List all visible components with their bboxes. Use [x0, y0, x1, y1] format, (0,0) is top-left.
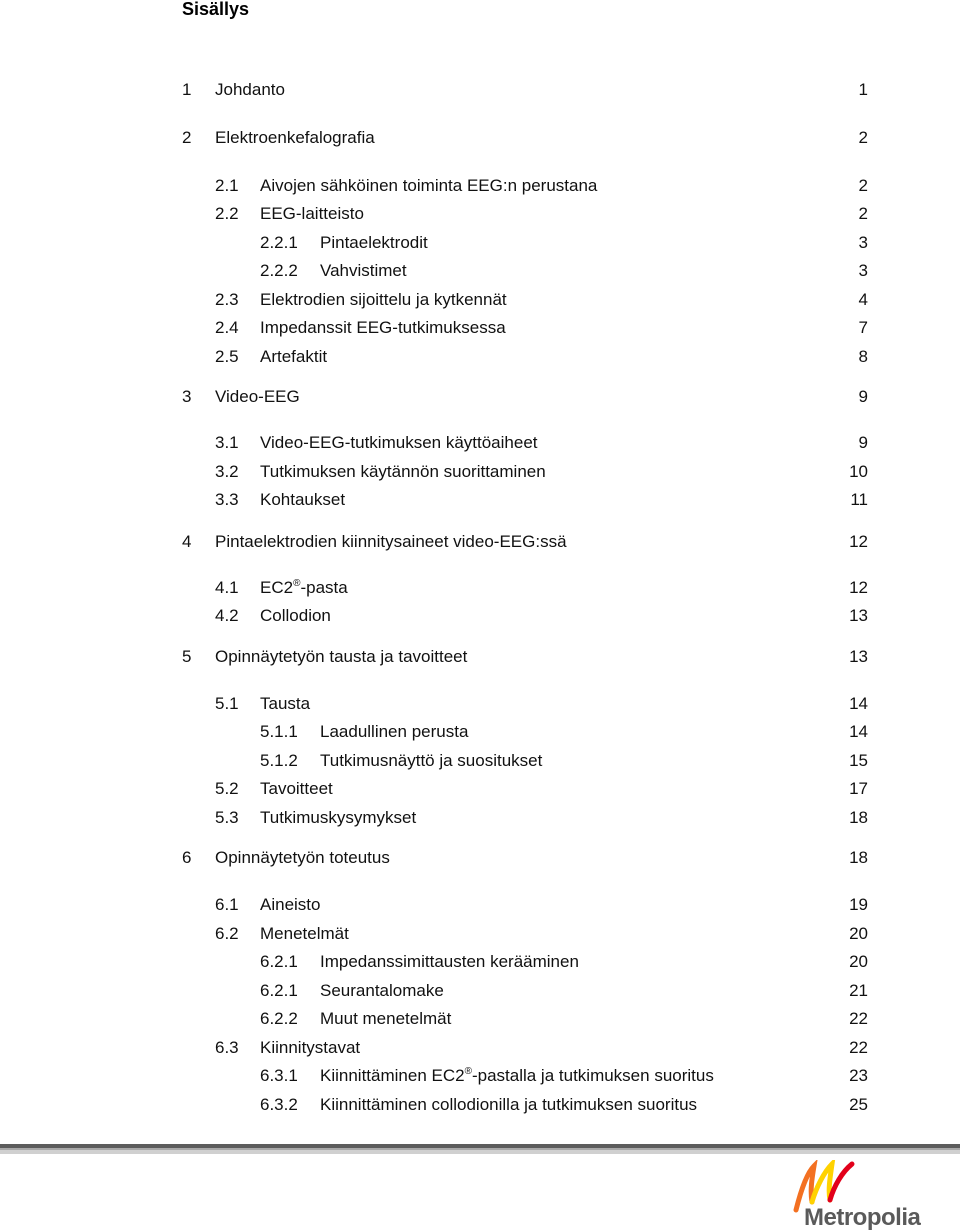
toc-entry-title: Elektroenkefalografia [215, 128, 375, 147]
toc-entry [0, 1064, 960, 1088]
toc-entry-page-number: 12 [849, 532, 868, 551]
toc-entry [0, 78, 960, 102]
toc-entry [0, 530, 960, 554]
toc-entry-page-number: 18 [849, 808, 868, 827]
toc-entry-number: 4.2 [215, 606, 239, 625]
toc-entry-number: 3.2 [215, 462, 239, 481]
page-title: Sisällys [182, 0, 250, 19]
toc-entry-number: 2.4 [215, 318, 239, 337]
toc-entry-page-number: 10 [849, 462, 868, 481]
toc-entry-page-number: 9 [858, 433, 868, 452]
toc-entry-number: 4 [182, 532, 192, 551]
toc-entry-number: 6.3 [215, 1038, 239, 1057]
toc-entry-title: Pintaelektrodien kiinnitysaineet video-EEG:ssä [215, 532, 567, 551]
toc-entry [0, 1093, 960, 1117]
toc-entry-number: 5.1.2 [260, 751, 298, 770]
metropolia-logo [790, 1160, 930, 1232]
toc-entry-number: 5.2 [215, 779, 239, 798]
toc-entry-title: Menetelmät [260, 924, 349, 943]
toc-entry-title: Seurantalomake [320, 981, 444, 1000]
toc-entry [0, 777, 960, 801]
toc-entry [0, 174, 960, 198]
toc-entry-page-number: 25 [849, 1095, 868, 1114]
toc-entry [0, 288, 960, 312]
toc-entry [0, 893, 960, 917]
toc-entry-number: 2.2 [215, 204, 239, 223]
toc-entry-number: 2.3 [215, 290, 239, 309]
toc-entry-number: 2.2.2 [260, 261, 298, 280]
toc-entry-number: 6.3.1 [260, 1066, 298, 1085]
toc-entry-page-number: 8 [858, 347, 868, 366]
toc-entry-page-number: 20 [849, 924, 868, 943]
toc-entry [0, 979, 960, 1003]
toc-entry-number: 6 [182, 848, 192, 867]
toc-entry-page-number: 3 [858, 233, 868, 252]
footer-bar [0, 1144, 960, 1155]
toc-entry-title: Elektrodien sijoittelu ja kytkennät [260, 290, 507, 309]
toc-entry-number: 6.2.2 [260, 1009, 298, 1028]
toc-entry-number: 4.1 [215, 578, 239, 597]
toc-entry-number: 6.2.1 [260, 981, 298, 1000]
toc-entry-number: 6.3.2 [260, 1095, 298, 1114]
toc-entry-page-number: 21 [849, 981, 868, 1000]
toc-entry [0, 345, 960, 369]
toc-entry-title: Opinnäytetyön toteutus [215, 848, 390, 867]
registered-mark: ® [293, 578, 301, 589]
toc-entry-title-part: EC2 [260, 578, 294, 597]
toc-entry-title: Pintaelektrodit [320, 233, 428, 252]
toc-entry-title: Muut menetelmät [320, 1009, 452, 1028]
toc-entry-page-number: 18 [849, 848, 868, 867]
toc-entry [0, 259, 960, 283]
toc-entry-title: Tutkimuksen käytännön suorittaminen [260, 462, 546, 481]
toc-entry-number: 1 [182, 80, 192, 99]
toc-entry [0, 846, 960, 870]
toc-entry-title: Impedanssit EEG-tutkimuksessa [260, 318, 506, 337]
toc-entry-title: Tutkimuskysymykset [260, 808, 417, 827]
toc-entry-number: 6.2.1 [260, 952, 298, 971]
toc-entry-number: 2.1 [215, 176, 239, 195]
toc-entry-title [260, 576, 348, 600]
toc-entry-title: Video-EEG [215, 387, 300, 406]
toc-entry [0, 431, 960, 455]
toc-entry-page-number: 11 [850, 490, 868, 509]
toc-entry-number: 5.1.1 [260, 722, 298, 741]
toc-entry-page-number: 2 [858, 128, 868, 147]
toc-entry-number: 3.3 [215, 490, 239, 509]
toc-entry-title: Tutkimusnäyttö ja suositukset [320, 751, 543, 770]
toc-entry-page-number: 17 [849, 779, 868, 798]
toc-entry-number: 5 [182, 647, 192, 666]
toc-entry [0, 576, 960, 600]
toc-entry-number: 6.1 [215, 895, 239, 914]
registered-mark: ® [464, 1066, 472, 1077]
toc-entry-page-number: 20 [849, 952, 868, 971]
toc-entry [0, 231, 960, 255]
toc-entry-number: 5.1 [215, 694, 239, 713]
toc-entry [0, 645, 960, 669]
toc-entry-title [320, 1064, 714, 1088]
toc-entry-page-number: 2 [858, 204, 868, 223]
toc-entry-page-number: 2 [858, 176, 868, 195]
toc-entry-page-number: 14 [849, 694, 868, 713]
toc-entry [0, 692, 960, 716]
toc-entry-title: Artefaktit [260, 347, 328, 366]
toc-entry-title: Video-EEG-tutkimuksen käyttöaiheet [260, 433, 538, 452]
toc-entry-page-number: 12 [849, 578, 868, 597]
toc-entry-title-part: -pasta [300, 578, 348, 597]
toc-entry [0, 806, 960, 830]
toc-entry [0, 488, 960, 512]
toc-entry [0, 316, 960, 340]
toc-entry-title-part: Kiinnittäminen EC2 [320, 1066, 465, 1085]
toc-entry-title: Impedanssimittausten kerääminen [320, 952, 579, 971]
toc-entry-page-number: 15 [849, 751, 868, 770]
toc-entry-page-number: 23 [849, 1066, 868, 1085]
toc-entry-number: 5.3 [215, 808, 239, 827]
toc-entry-title: Kiinnittäminen collodionilla ja tutkimuksen suoritus [320, 1095, 698, 1114]
toc-entry-title: Opinnäytetyön tausta ja tavoitteet [215, 647, 468, 666]
toc-entry [0, 460, 960, 484]
toc-entry-page-number: 3 [858, 261, 868, 280]
toc-entry-number: 2.2.1 [260, 233, 298, 252]
toc-entry-number: 3.1 [215, 433, 239, 452]
toc-entry-title: Tausta [260, 694, 311, 713]
toc-entry-page-number: 13 [849, 606, 868, 625]
toc-entry-title: Collodion [260, 606, 331, 625]
toc-entry-title: Kohtaukset [260, 490, 346, 509]
toc-entry-title: Aineisto [260, 895, 321, 914]
toc-entry-page-number: 22 [849, 1038, 868, 1057]
toc-entry-number: 3 [182, 387, 192, 406]
toc-entry-title: Tavoitteet [260, 779, 333, 798]
toc-entry-page-number: 13 [849, 647, 868, 666]
toc-entry-page-number: 4 [858, 290, 868, 309]
toc-entry [0, 720, 960, 744]
toc-entry-title: Johdanto [215, 80, 285, 99]
toc-entry-number: 2.5 [215, 347, 239, 366]
toc-entry [0, 922, 960, 946]
toc-entry-page-number: 1 [858, 80, 868, 99]
toc-entry [0, 385, 960, 409]
toc-entry-page-number: 14 [849, 722, 868, 741]
toc-entry [0, 126, 960, 150]
footer-bar-light-stripe [0, 1150, 960, 1154]
toc-entry-page-number: 7 [858, 318, 868, 337]
metropolia-logo-text: Metropolia [804, 1204, 921, 1231]
toc-entry [0, 749, 960, 773]
toc-entry-title: Vahvistimet [320, 261, 407, 280]
toc-entry-title: Aivojen sähköinen toiminta EEG:n perustana [260, 176, 598, 195]
toc-entry-page-number: 19 [849, 895, 868, 914]
toc-entry-title: Laadullinen perusta [320, 722, 469, 741]
toc-entry [0, 1007, 960, 1031]
toc-entry [0, 202, 960, 226]
toc-entry-page-number: 22 [849, 1009, 868, 1028]
toc-entry-title-part: -pastalla ja tutkimuksen suoritus [471, 1066, 714, 1085]
toc-entry-number: 2 [182, 128, 192, 147]
toc-entry-title: Kiinnitystavat [260, 1038, 361, 1057]
toc-entry-title: EEG-laitteisto [260, 204, 364, 223]
toc-entry [0, 950, 960, 974]
toc-entry [0, 1036, 960, 1060]
toc-entry-page-number: 9 [858, 387, 868, 406]
toc-entry-number: 6.2 [215, 924, 239, 943]
toc-entry [0, 604, 960, 628]
